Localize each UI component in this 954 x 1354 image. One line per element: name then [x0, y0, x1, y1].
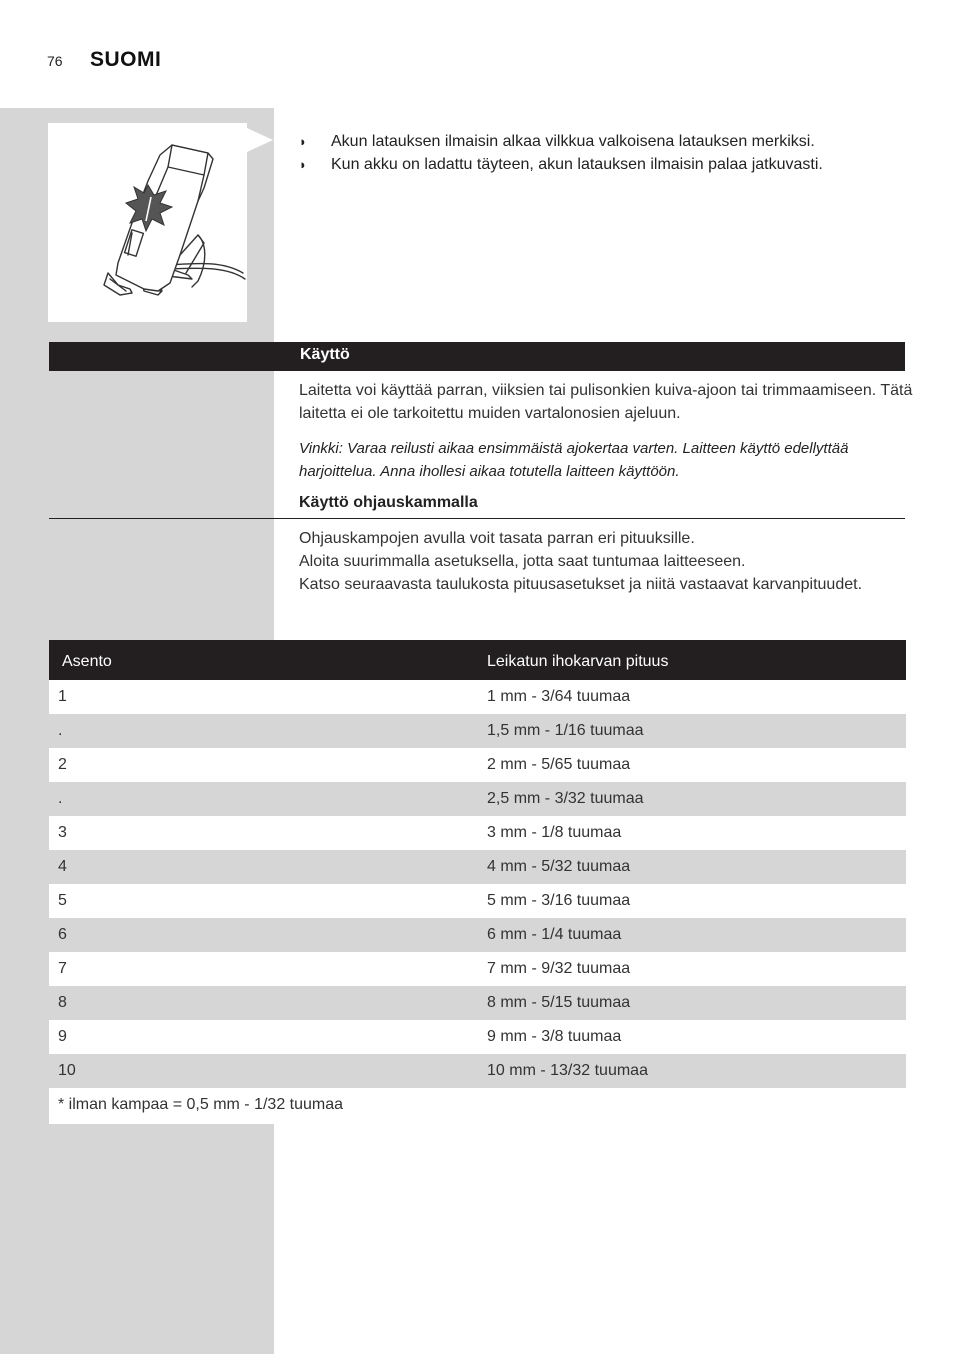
- table-row: [49, 714, 906, 748]
- section-heading-bar: [49, 342, 905, 371]
- cell-position: 10: [58, 1062, 76, 1079]
- callout-pointer: [247, 128, 273, 152]
- cell-position: 3: [58, 824, 67, 841]
- table-row: [49, 816, 906, 850]
- table-row: [49, 850, 906, 884]
- cell-position: .: [58, 722, 63, 739]
- table-row: [49, 952, 906, 986]
- cell-length: 4 mm - 5/32 tuumaa: [487, 858, 631, 875]
- table-row: [49, 884, 906, 918]
- section-title: SUOMI: [90, 48, 162, 71]
- divider: [49, 518, 905, 519]
- cell-length: 7 mm - 9/32 tuumaa: [487, 960, 631, 977]
- cell-position: 8: [58, 994, 67, 1011]
- cell-position: 9: [58, 1028, 67, 1045]
- section-heading: Käyttö: [300, 346, 350, 363]
- cell-length: 1,5 mm - 1/16 tuumaa: [487, 722, 644, 739]
- footnote-text: * ilman kampaa = 0,5 mm - 1/32 tuumaa: [58, 1096, 344, 1113]
- cell-length: 9 mm - 3/8 tuumaa: [487, 1028, 622, 1045]
- cell-length: 3 mm - 1/8 tuumaa: [487, 824, 622, 841]
- cell-length: 10 mm - 13/32 tuumaa: [487, 1062, 648, 1079]
- bullet-list: [299, 130, 919, 176]
- table-row: [49, 782, 906, 816]
- cell-position: 7: [58, 960, 67, 977]
- bullet-icon: ◗: [299, 134, 307, 149]
- cell-length: 5 mm - 3/16 tuumaa: [487, 892, 631, 909]
- length-table: [49, 640, 906, 1124]
- subheading: Käyttö ohjauskammalla: [299, 494, 478, 511]
- body-line: Ohjauskampojen avulla voit tasata parran eri pituuksille.: [299, 530, 695, 547]
- table-row: [49, 680, 906, 714]
- trimmer-charging-illustration: [48, 123, 247, 322]
- cell-length: 2 mm - 5/65 tuumaa: [487, 756, 631, 773]
- list-item: [299, 130, 919, 153]
- cell-length: 1 mm - 3/64 tuumaa: [487, 688, 631, 705]
- bullet-text: Kun akku on ladattu täyteen, akun latauksen ilmaisin palaa jatkuvasti.: [331, 156, 823, 173]
- body-line: Katso seuraavasta taulukosta pituusasetukset ja niitä vastaavat karvanpituudet.: [299, 576, 863, 593]
- cell-length: 8 mm - 5/15 tuumaa: [487, 994, 631, 1011]
- cell-position: 4: [58, 858, 67, 875]
- cell-position: .: [58, 790, 63, 807]
- body-line: Aloita suurimmalla asetuksella, jotta saat tuntumaa laitteeseen.: [299, 553, 746, 570]
- cell-position: 6: [58, 926, 67, 943]
- cell-position: 1: [58, 688, 67, 705]
- bullet-text: Akun latauksen ilmaisin alkaa vilkkua valkoisena latauksen merkiksi.: [331, 133, 815, 150]
- tip-paragraph: Vinkki: Varaa reilusti aikaa ensimmäistä ajokertaa varten. Laitteen käyttö edellyttää harjoittelua. Anna ihollesi aikaa totutella laitteen käyttöön.: [299, 440, 849, 480]
- header-cell-position: Asento: [62, 653, 112, 670]
- header-cell-length: Leikatun ihokarvan pituus: [487, 653, 669, 670]
- table-row: [49, 918, 906, 952]
- table-header: [49, 640, 906, 680]
- cell-position: 2: [58, 756, 67, 773]
- table-row: [49, 1020, 906, 1054]
- table-row: [49, 748, 906, 782]
- body-paragraph: [299, 527, 909, 596]
- bullet-icon: ◗: [299, 157, 307, 172]
- cell-length: 6 mm - 1/4 tuumaa: [487, 926, 622, 943]
- trimmer-icon: [48, 123, 247, 322]
- cell-position: 5: [58, 892, 67, 909]
- page-number: 76: [47, 53, 63, 69]
- list-item: [299, 153, 919, 176]
- intro-paragraph: Laitetta voi käyttää parran, viiksien tai pulisonkien kuiva-ajoon tai trimmaamiseen. Tätä laitetta ei ole tarkoitettu muiden vartalonosien ajeluun.: [299, 382, 913, 422]
- cell-length: 2,5 mm - 3/32 tuumaa: [487, 790, 644, 807]
- table-row: [49, 986, 906, 1020]
- table-row: [49, 1054, 906, 1088]
- table-footnote: [49, 1088, 344, 1124]
